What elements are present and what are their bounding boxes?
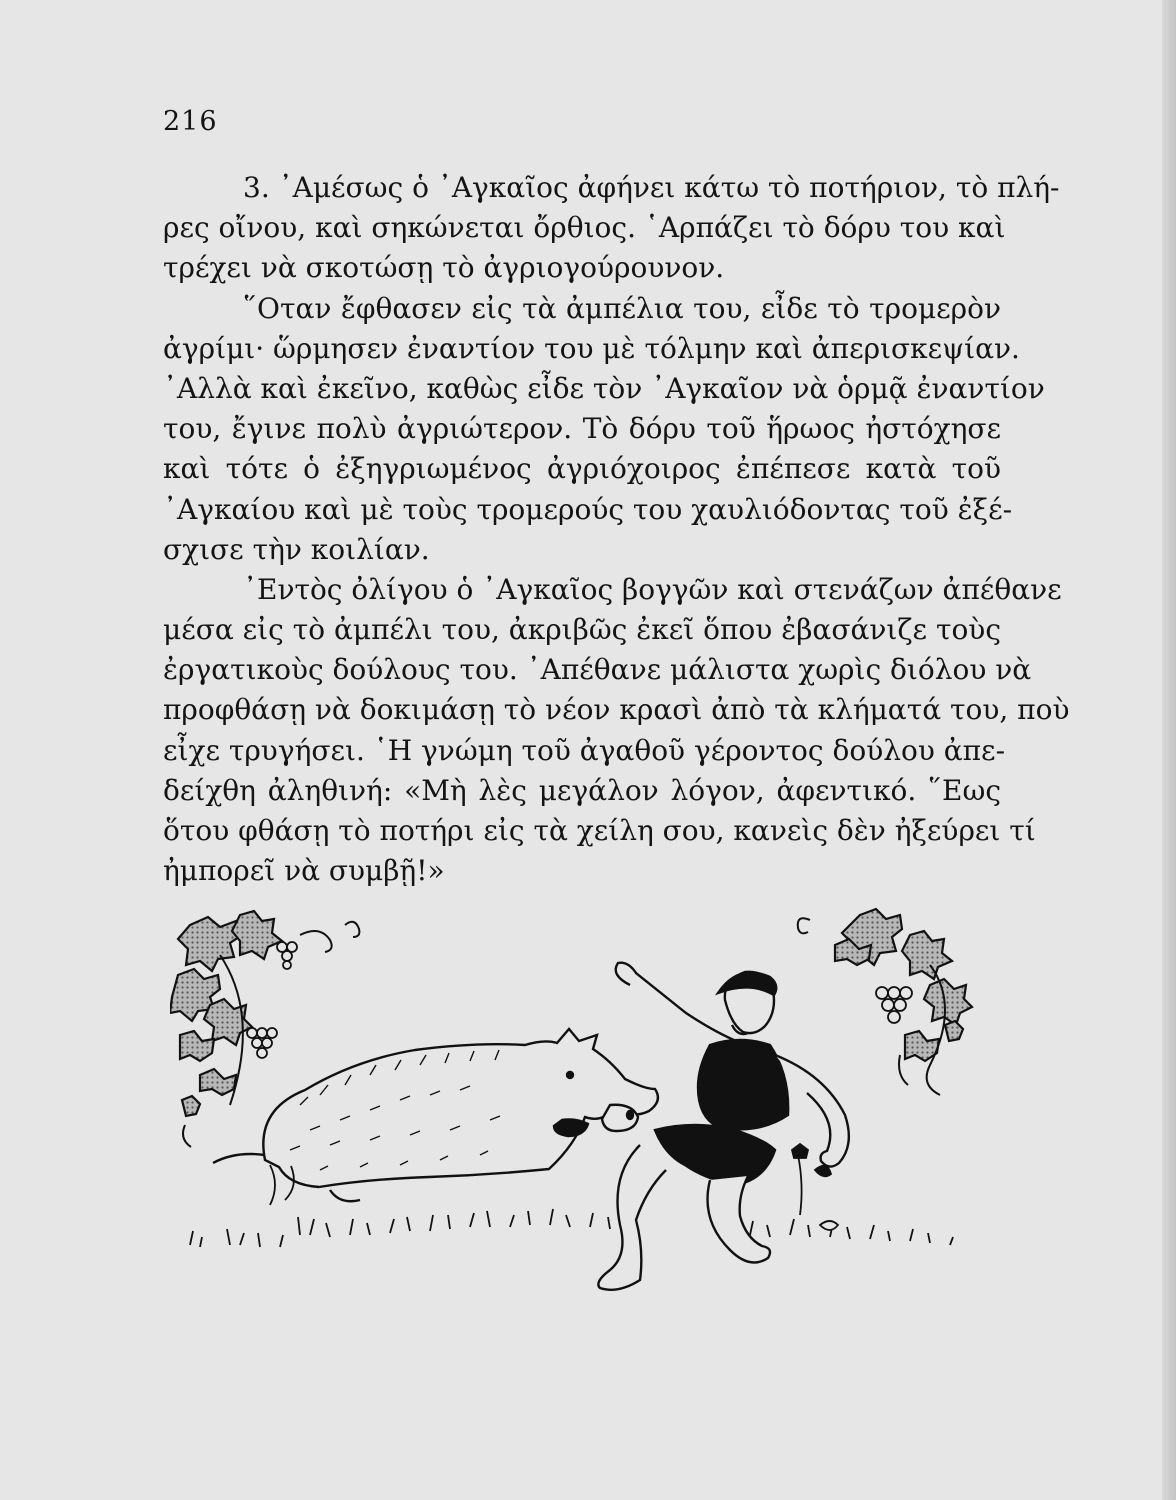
text-line: εἶχε τρυγήσει. ῾Η γνώμη τοῦ ἀγαθοῦ γέροντος δούλου ἀπε-	[163, 733, 1006, 767]
left-grapevine-icon	[170, 911, 282, 1116]
text-line: ᾿Αγκαίου καὶ μὲ τοὺς τρομερούς του χαυλιόδοντας τοῦ ἐξέ-	[163, 492, 1013, 526]
body-text	[163, 168, 1070, 891]
text-line: ᾿Εντὸς ὀλίγου ὁ ᾿Αγκαῖος βογγῶν καὶ στενάζων ἀπέθανε	[243, 572, 1062, 606]
text-line: προφθάσῃ νὰ δοκιμάσῃ τὸ νέον κρασὶ ἀπὸ τὰ κλήματά του, ποὺ	[163, 693, 1070, 727]
text-line: τρέχει νὰ σκοτώσῃ τὸ ἀγριογούρουνον.	[163, 251, 725, 285]
text-line: του, ἔγινε πολὺ ἀγριώτερον. Τὸ δόρυ τοῦ ἥρωος ἠστόχησε	[163, 412, 1001, 446]
left-grape-cluster-icon	[247, 942, 297, 1058]
text-line: σχισε τὴν κοιλίαν.	[163, 532, 430, 566]
text-line: καὶ τότε ὁ ἐξηγριωμένος ἀγριόχοιρος ἐπέπεσε κατὰ τοῦ	[163, 452, 1001, 486]
boar-attack-illustration	[170, 905, 1000, 1300]
text-line: 3. ᾿Αμέσως ὁ ᾿Αγκαῖος ἀφήνει κάτω τὸ ποτήριον, τὸ πλή-	[243, 171, 1060, 204]
text-line: δείχθη ἀληθινή: «Μὴ λὲς μεγάλον λόγον, ἀφεντικό. ῞Εως	[163, 773, 1001, 807]
text-line: ᾿Αλλὰ καὶ ἐκεῖνο, καθὼς εἶδε τὸν ᾿Αγκαῖον νὰ ὁρμᾷ ἐναντίον	[163, 371, 1045, 405]
page-edge-shadow	[1162, 0, 1176, 1500]
right-grape-cluster-icon	[876, 987, 912, 1023]
page-number: 216	[163, 106, 218, 137]
text-line: ἀγρίμι· ὥρμησεν ἐναντίον του μὲ τόλμην καὶ ἀπερισκεψίαν.	[163, 331, 1020, 365]
wild-boar-figure	[213, 1029, 658, 1201]
text-line: ὅτου φθάσῃ τὸ ποτήρι εἰς τὰ χείλη σου, κανεὶς δὲν ἠξεύρει τί	[163, 814, 1036, 847]
ankaios-figure	[598, 963, 848, 1290]
text-line: ρες οἴνου, καὶ σηκώνεται ὄρθιος. ῾Αρπάζει τὸ δόρυ του καὶ	[163, 211, 1006, 245]
text-line: ἠμπορεῖ νὰ συμβῇ!»	[163, 854, 445, 888]
text-line: ἐργατικοὺς δούλους του. ᾿Απέθανε μάλιστα χωρὶς διόλου νὰ	[163, 653, 1032, 687]
text-line: ῞Οταν ἔφθασεν εἰς τὰ ἀμπέλια του, εἶδε τὸ τρομερὸν	[243, 291, 1001, 325]
right-grapevine-icon	[835, 909, 972, 1061]
text-line: μέσα εἰς τὸ ἀμπέλι του, ἀκριβῶς ἐκεῖ ὅπου ἐβασάνιζε τοὺς	[163, 613, 1001, 647]
